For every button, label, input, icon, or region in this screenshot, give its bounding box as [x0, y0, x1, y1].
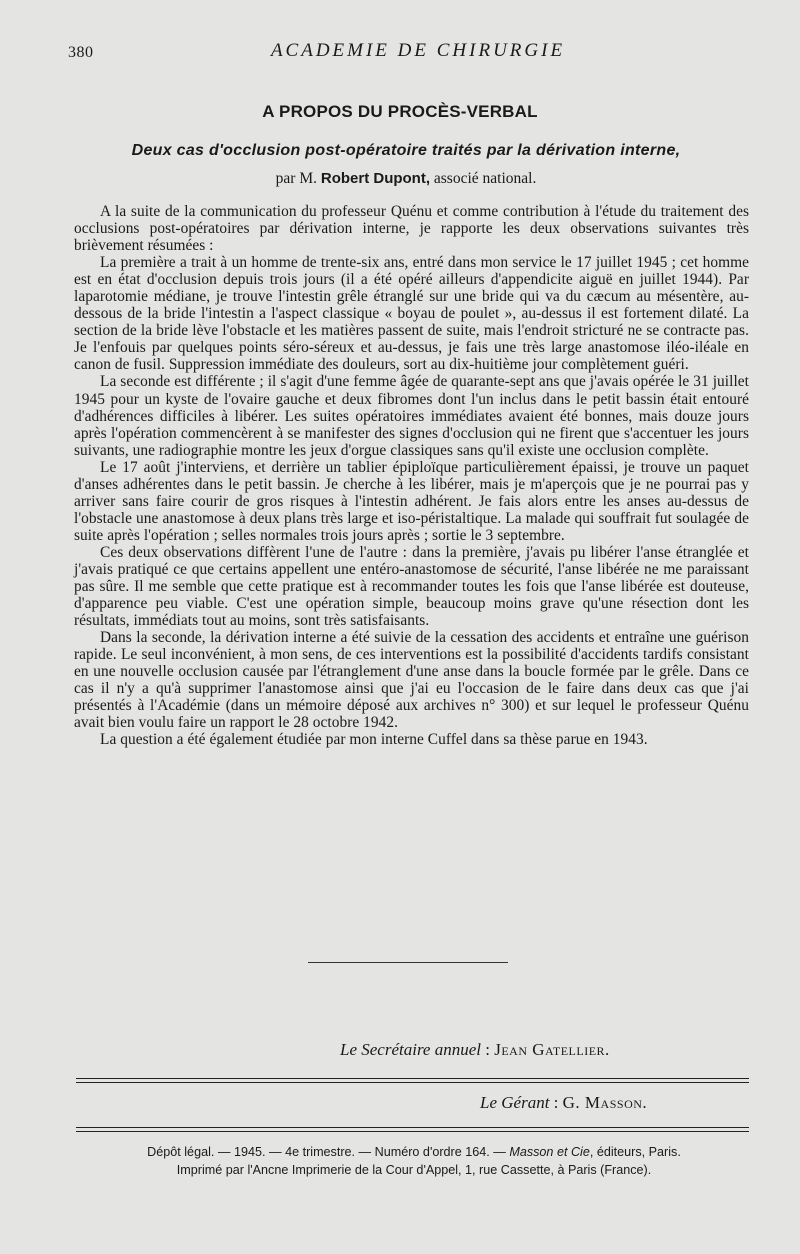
paragraph-comparison: Ces deux observations diffèrent l'une de l'autre : dans la première, j'avais pu libérer l'anse étranglée et j'avais pratiqué ce que certains appellent une entéro-anastomose de sécurité, l'anse libérée ne me paraissant pas sûre. Il me semble que cette pratique est à recommander toutes les fois que l'anse libérée est douteuse, d'apparence peu viable. C'est une opération simple, beaucoup moins grave qu'une résection dont les résultats, immédiats tout au moins, sont très satisfaisants.	[74, 543, 749, 630]
manager-name: G. Masson.	[562, 1093, 648, 1112]
imprint	[0, 1143, 800, 1179]
imprint-publisher-city: , éditeurs, Paris.	[589, 1145, 681, 1159]
paragraph-operation: Le 17 août j'interviens, et derrière un tablier épiploïque particulièrement épaissi, je trouve un paquet d'anses adhérentes dans le petit bassin. Je cherche à les libérer, mais je m'aperçois que je ne pourrai pas y arriver sans faire courir de gros risques à l'intestin adhérent. Je fais alors entre les anses au-dessus de l'obstacle une anastomose à deux plans très large et iso-péristaltique. La malade qui souffrait fut soulagée de suite après l'opération ; selles normales trois jours après ; sortie le 3 septembre.	[74, 458, 749, 544]
double-rule-top	[76, 1078, 749, 1083]
secretary-separator: :	[481, 1040, 495, 1059]
running-header	[68, 40, 748, 64]
byline	[0, 170, 800, 188]
author-name: Robert Dupont,	[320, 170, 431, 187]
paragraph-second-case: La seconde est différente ; il s'agit d'une femme âgée de quarante-sept ans que j'avais opérée le 31 juillet 1945 pour un kyste de l'ovaire gauche et deux fibromes dont l'un inclus dans le petit bassin était entouré d'adhérences difficiles à libérer. Les suites opératoires immédiates avaient été bonnes, mais douze jours après l'opération commencèrent à se manifester des signes d'occlusion qui ne firent que s'accentuer les jours suivants, une radiographie montre les jeux d'orgue classiques sans qu'il existe une occlusion complète.	[74, 373, 749, 459]
article-subtitle: Deux cas d'occlusion post-opératoire traités par la dérivation interne,	[131, 142, 681, 159]
secretary-signature	[340, 1040, 610, 1060]
section-divider	[308, 962, 508, 963]
page-number: 380	[68, 44, 94, 61]
double-rule-bottom	[76, 1127, 749, 1132]
paragraph-discussion: Dans la seconde, la dérivation interne a été suivie de la cessation des accidents et entraîne une guérison rapide. Le seul inconvénient, à mon sens, de ces interventions est la possibilité d'accidents tardifs consistant en une nouvelle occlusion causée par l'étranglement d'une anse dans la boucle formée par le grêle. Dans ce cas il n'y a qu'à supprimer l'anastomose ainsi que j'ai eu l'occasion de le faire dans deux cas que j'ai présentés à l'Académie (dans un mémoire déposé aux archives n° 300) et sur lequel le professeur Quénu avait bien voulu faire un rapport le 28 octobre 1942.	[74, 629, 749, 732]
imprint-legal-deposit: Dépôt légal. — 1945. — 4e trimestre. — Numéro d'ordre 164. —	[147, 1145, 510, 1159]
manager-role: Le Gérant	[480, 1093, 550, 1112]
article-body	[74, 203, 749, 749]
secretary-role: Le Secrétaire annuel	[340, 1040, 481, 1059]
paragraph-conclusion: La question a été également étudiée par mon interne Cuffel dans sa thèse parue en 1943.	[100, 731, 648, 749]
journal-title: ACADEMIE DE CHIRURGIE	[270, 40, 566, 61]
byline-prefix: par M.	[275, 170, 317, 187]
paragraph-first-case: La première a trait à un homme de trente-six ans, entré dans mon service le 17 juillet 1945 ; cet homme est en état d'occlusion depuis trois jours (il a été opéré ailleurs d'appendicite aiguë en juillet 1944). Par laparotomie médiane, je trouve l'intestin grêle étranglé sur une bride qui va du cæcum au mésentère, au-dessous de la bride l'intestin a l'aspect classique « boyau de poulet », au-dessus il est fortement dilaté. La section de la bride lève l'obstacle et les matières passent de suite, mais l'endroit stricturé ne se contracte pas. Je l'enfouis par quelques points séro-séreux et au-dessus, je fais une très large anastomose iléo-iléale en canon de fusil. Suppression immédiate des douleurs, sort au dix-huitième jour complètement guéri.	[74, 254, 749, 374]
secretary-name: Jean Gatellier.	[494, 1040, 610, 1059]
paragraph-intro: A la suite de la communication du professeur Quénu et comme contribution à l'étude du traitement des occlusions post-opératoires par dérivation interne, je rapporte les deux observations suivantes très brièvement résumées :	[74, 203, 749, 255]
manager-signature	[480, 1093, 647, 1113]
manager-separator: :	[549, 1093, 563, 1112]
article-title: A PROPOS DU PROCÈS-VERBAL	[262, 102, 538, 121]
imprint-line-1	[14, 1143, 800, 1161]
imprint-line-2: Imprimé par l'Ancne Imprimerie de la Cour d'Appel, 1, rue Cassette, à Paris (France).	[176, 1163, 652, 1177]
author-affiliation: associé national.	[433, 170, 537, 187]
imprint-publisher: Masson et Cie	[509, 1145, 590, 1159]
